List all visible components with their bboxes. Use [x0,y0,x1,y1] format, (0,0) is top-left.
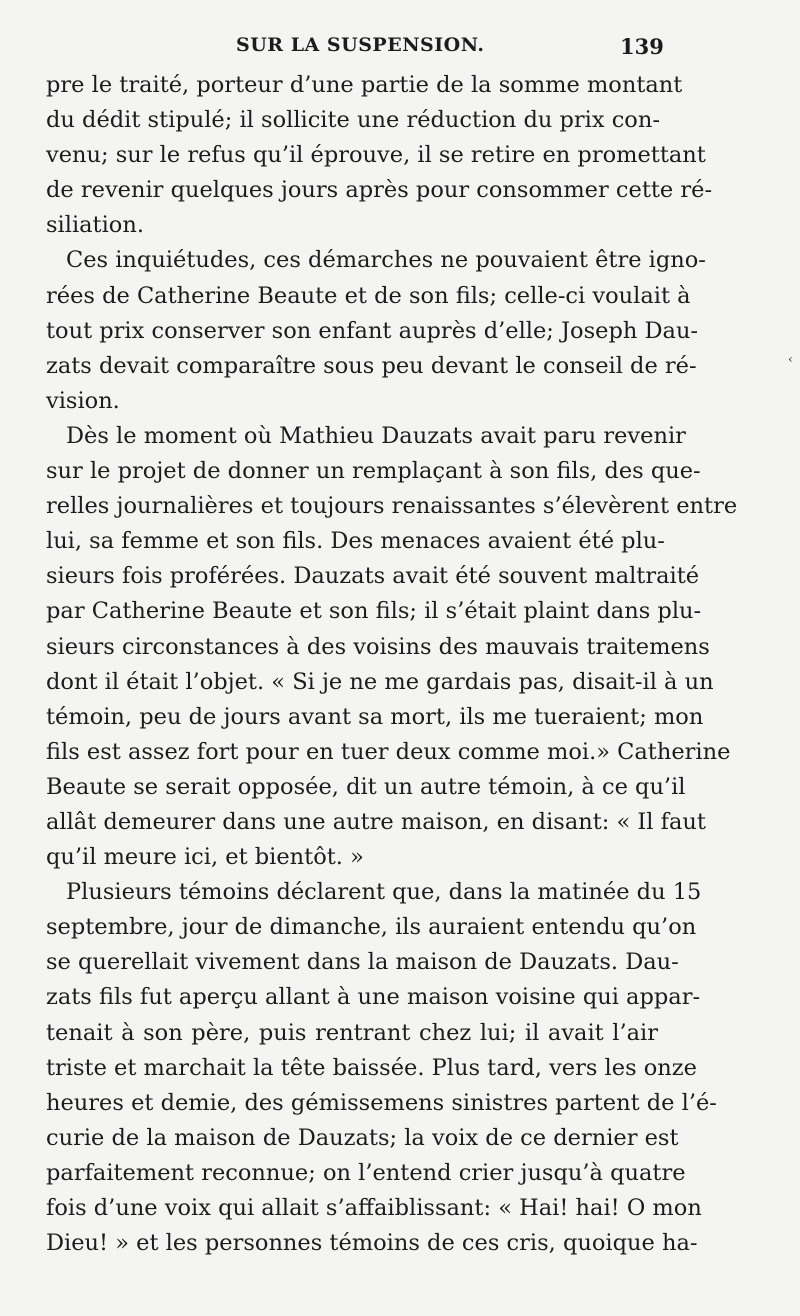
text-line: venu; sur le refus qu’il éprouve, il se retire en promettant [46,142,706,169]
text-line: qu’il meure ici, et bientôt. » [46,844,364,871]
text-line: sieurs fois proférées. Dauzats avait été souvent maltraité [46,563,700,590]
text-line: de revenir quelques jours après pour consommer cette ré- [46,177,713,204]
text-line: curie de la maison de Dauzats; la voix de ce dernier est [46,1124,679,1151]
text-line: témoin, peu de jours avant sa mort, ils me tueraient; mon [46,703,704,730]
text-line: par Catherine Beaute et son fils; il s’était plaint dans plu- [46,598,702,625]
text-line: tout prix conserver son enfant auprès d’elle; Joseph Dau- [46,317,699,344]
text-line: pre le traité, porteur d’une partie de la somme montant [46,72,683,98]
text-line: zats fils fut aperçu allant à une maison voisine qui appar- [46,984,701,1011]
body-text [46,68,738,1261]
text-line: lui, sa femme et son fils. Des menaces avaient été plu- [46,528,665,555]
text-line: sur le projet de donner un remplaçant à son fils, des que- [46,458,701,485]
text-line: parfaitement reconnue; on l’entend crier jusqu’à quatre [46,1159,686,1186]
text-line: se querellait vivement dans la maison de Dauzats. Dau- [46,949,679,976]
text-line: dont il était l’objet. « Si je ne me gardais pas, disait-il à un [46,668,714,695]
text-line: triste et marchait la tête baissée. Plus tard, vers les onze [46,1054,697,1081]
text-line: Plusieurs témoins déclarent que, dans la matinée du 15 [66,879,702,906]
margin-mark: ‹ [788,352,793,366]
text-line: rées de Catherine Beaute et de son fils; celle-ci voulait à [46,282,691,309]
text-line: sieurs circonstances à des voisins des mauvais traitemens [46,633,710,660]
text-line: Ces inquiétudes, ces démarches ne pouvaient être igno- [66,247,706,274]
text-line: vision. [46,387,120,414]
text-line: fois d’une voix qui allait s’affaiblissant: « Hai! hai! O mon [46,1195,702,1221]
text-line: allât demeurer dans une autre maison, en disant: « Il faut [46,808,706,835]
page-header [46,34,660,64]
text-line: siliation. [46,212,144,239]
text-line: zats devait comparaître sous peu devant le conseil de ré- [46,352,697,379]
text-line: relles journalières et toujours renaissantes s’élevèrent entre [46,493,738,520]
text-line: Dès le moment où Mathieu Dauzats avait paru revenir [66,422,686,449]
running-head: SUR LA SUSPENSION. [236,34,485,56]
text-line: heures et demie, des gémissemens sinistres partent de l’é- [46,1089,717,1116]
text-line: Dieu! » et les personnes témoins de ces cris, quoique ha- [46,1230,698,1257]
page-number: 139 [620,34,664,59]
text-line: fils est assez fort pour en tuer deux comme moi.» Catherine [46,738,731,765]
text-line: septembre, jour de dimanche, ils auraient entendu qu’on [46,914,697,941]
text-line: tenait à son père, puis rentrant chez lui; il avait l’air [46,1019,658,1046]
text-line: du dédit stipulé; il sollicite une réduction du prix con- [46,107,660,134]
text-line: Beaute se serait opposée, dit un autre témoin, à ce qu’il [46,773,686,800]
